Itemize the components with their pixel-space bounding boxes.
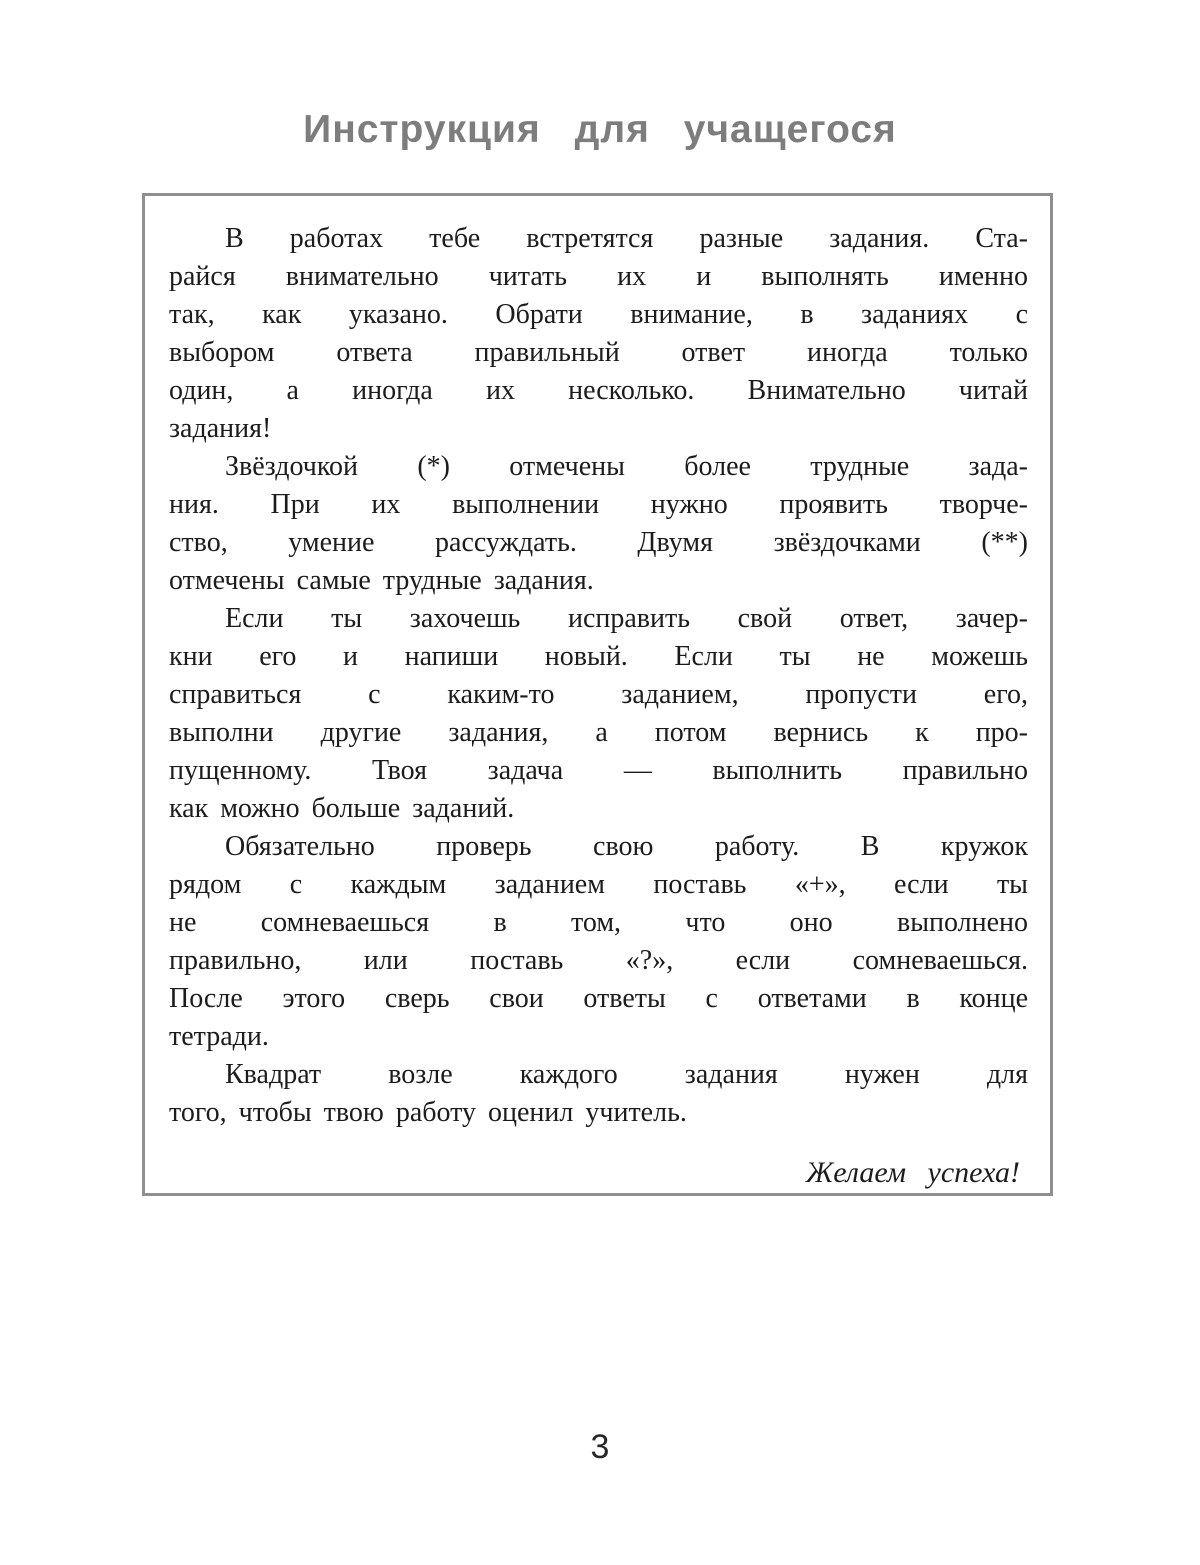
text-line: райся внимательно читать их и выполнять именно <box>169 261 1028 292</box>
text-line: выполни другие задания, а потом вернись к про- <box>169 717 1028 748</box>
page-number: 3 <box>590 1428 610 1466</box>
text-line: задания! <box>169 413 272 444</box>
text-line: Если ты захочешь исправить свой ответ, зачер- <box>225 603 1028 634</box>
text-line: один, а иногда их несколько. Внимательно читай <box>169 375 1028 406</box>
text-line: пущенному. Твоя задача — выполнить правильно <box>169 755 1028 786</box>
text-line: ство, умение рассуждать. Двумя звёздочками (**) <box>169 527 1028 558</box>
text-line: как можно больше заданий. <box>169 793 515 824</box>
text-line: кни его и напиши новый. Если ты не можешь <box>169 641 1028 672</box>
instruction-box <box>142 193 1053 1196</box>
text-line: Звёздочкой (*) отмечены более трудные зада- <box>225 451 1028 482</box>
text-line: тетради. <box>169 1021 269 1052</box>
text-line: Квадрат возле каждого задания нужен для <box>225 1059 1028 1090</box>
text-line: так, как указано. Обрати внимание, в заданиях с <box>169 299 1028 330</box>
text-line: выбором ответа правильный ответ иногда только <box>169 337 1028 368</box>
signature-text: Желаем успеха! <box>805 1156 1020 1189</box>
text-line: не сомневаешься в том, что оно выполнено <box>169 907 1028 938</box>
text-line: ния. При их выполнении нужно проявить творче- <box>169 489 1028 520</box>
text-line: отмечены самые трудные задания. <box>169 565 594 596</box>
page-title: Инструкция для учащегося <box>303 108 897 151</box>
text-line: В работах тебе встретятся разные задания. Ста- <box>225 223 1028 254</box>
text-line: рядом с каждым заданием поставь «+», если ты <box>169 869 1028 900</box>
instruction-paragraphs <box>169 220 1028 1132</box>
text-line: После этого сверь свои ответы с ответами в конце <box>169 983 1028 1014</box>
text-line: того, чтобы твою работу оценил учитель. <box>169 1097 687 1128</box>
text-line: справиться с каким-то заданием, пропусти его, <box>169 679 1028 710</box>
text-line: правильно, или поставь «?», если сомневаешься. <box>169 945 1028 976</box>
text-line: Обязательно проверь свою работу. В кружок <box>225 831 1028 862</box>
